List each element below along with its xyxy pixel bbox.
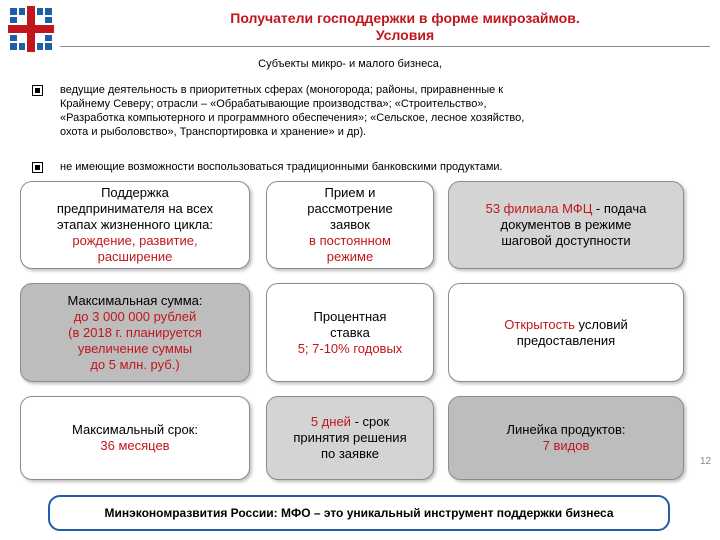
- card-text: по заявке: [320, 446, 380, 461]
- card-text: предоставления: [516, 332, 616, 348]
- card-text: рассмотрение: [307, 201, 393, 216]
- card-text: документов в режиме: [500, 217, 632, 232]
- card-highlight: в постоянном: [309, 233, 391, 248]
- title-line-2: Условия: [375, 27, 435, 43]
- card-highlight: увеличение суммы: [77, 340, 193, 356]
- card-highlight: Открытость: [504, 316, 575, 332]
- bullet-line: охота и рыболовство», Транспортировка и хранение» и др).: [60, 126, 367, 138]
- card-highlight: 36 месяцев: [100, 438, 170, 453]
- card-text: Линейка продуктов:: [506, 422, 626, 437]
- card-text: условий: [574, 316, 628, 332]
- ministry-logo: [8, 6, 54, 52]
- card-highlight: рождение, развитие,: [72, 233, 198, 248]
- bullet-line: ведущие деятельность в приоритетных сферах (моногорода; районы, приравненные к: [60, 84, 504, 96]
- card-text: шаговой доступности: [501, 233, 631, 248]
- card-highlight: до 5 млн. руб.): [90, 356, 180, 372]
- subtitle: Субъекты микро- и малого бизнеса,: [258, 58, 442, 70]
- card-openness: [448, 283, 684, 382]
- card-decision-time: [266, 396, 434, 480]
- card-text: Максимальная сумма:: [67, 292, 203, 308]
- footer-text: Минэкономразвития России: МФО – это уникальный инструмент поддержки бизнеса: [104, 506, 614, 520]
- card-highlight: (в 2018 г. планируется: [68, 324, 202, 340]
- title-line-1: Получатели господдержки в форме микрозаймов.: [230, 10, 580, 26]
- card-application-intake: [266, 181, 434, 269]
- bullet-text: [60, 83, 672, 139]
- card-text: принятия решения: [293, 430, 407, 445]
- card-highlight: до 3 000 000 рублей: [73, 308, 197, 324]
- card-text: - срок: [350, 414, 390, 429]
- card-text: - подача: [592, 201, 647, 216]
- checkbox-bullet-icon: [32, 162, 43, 173]
- title-divider: [60, 46, 710, 47]
- card-highlight: 5; 7-10% годовых: [297, 340, 403, 356]
- card-text: Максимальный срок:: [72, 422, 198, 437]
- page-number: 12: [700, 456, 712, 467]
- card-interest-rate: [266, 283, 434, 382]
- bullet-text: не имеющие возможности воспользоваться традиционными банковскими продуктами.: [60, 161, 503, 173]
- bullet-no-bank-access: [32, 160, 672, 174]
- card-lifecycle-support: [20, 181, 250, 269]
- card-mfc-branches: [448, 181, 684, 269]
- card-highlight: 7 видов: [542, 438, 590, 453]
- card-text: Поддержка: [101, 185, 169, 200]
- card-text: заявок: [330, 217, 370, 232]
- checkbox-bullet-icon: [32, 85, 43, 96]
- bullet-line: Крайнему Северу; отрасли – «Обрабатывающие производства»; «Строительство»,: [60, 98, 487, 110]
- card-text: Процентная: [313, 308, 387, 324]
- card-text: Прием и: [324, 185, 376, 200]
- card-highlight: режиме: [326, 249, 374, 264]
- card-highlight: 53 филиала МФЦ: [485, 201, 593, 216]
- card-text: этапах жизненного цикла:: [57, 217, 213, 232]
- card-highlight: расширение: [97, 249, 173, 264]
- page-title: [150, 10, 660, 44]
- card-max-sum: [20, 283, 250, 382]
- card-product-line: [448, 396, 684, 480]
- card-max-term: [20, 396, 250, 480]
- bullet-priority-sectors: [32, 83, 672, 139]
- card-text: предпринимателя на всех: [56, 201, 214, 216]
- bullet-line: «Разработка компьютерного и программного обеспечения»; «Сельское, лесное хозяйство,: [60, 112, 525, 124]
- card-highlight: 5 дней: [310, 414, 351, 429]
- footer-banner: [48, 495, 670, 531]
- card-text: ставка: [330, 324, 370, 340]
